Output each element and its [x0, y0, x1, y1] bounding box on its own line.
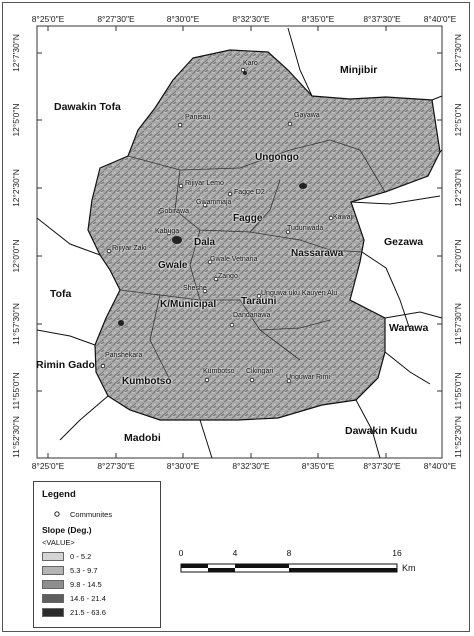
region-label-madobi: Madobi [124, 432, 161, 444]
top-tick-label: 8°40'0"E [423, 14, 457, 24]
lga-label-k-municipal: K/Municipal [160, 299, 217, 310]
scale-bar [180, 548, 420, 588]
left-tick-label: 12°7'30"N [11, 34, 21, 72]
legend-title: Legend [42, 489, 76, 500]
town-label-gwammaja: Gwammaja [196, 199, 232, 206]
town-label-kabuga: Kabuga [155, 228, 180, 235]
scale-unit: Km [402, 563, 416, 573]
town-label-fagge-d2: Fagge D2 [234, 189, 265, 196]
town-label-kawaji: Kawaji [333, 214, 354, 221]
legend-value-label: <VALUE> [42, 538, 75, 547]
town-label-gwale-vetnaria: Gwale Vetnaria [210, 256, 258, 263]
legend-class-label: 0 - 5.2 [70, 552, 92, 561]
right-tick-label: 11°55'0"N [453, 372, 463, 410]
legend-class-row [42, 552, 91, 561]
legend-class-label: 21.5 - 63.6 [70, 608, 106, 617]
town-label-rijiyar-lemo: Rijiyar Lemo [185, 180, 224, 187]
scale-label: 8 [286, 548, 292, 558]
lga-label-fagge: Fagge [233, 213, 263, 224]
bottom-tick-label: 8°32'30"E [232, 461, 270, 471]
town-label-unguwa-uku-kauyen-alu: Unguwa uku Kauyen Alu [261, 290, 338, 297]
lga-label-kumbotso: Kumbotso [122, 376, 172, 387]
left-tick-label: 11°57'30"N [11, 303, 21, 345]
town-label-cikingari: Cikingari [246, 368, 274, 375]
left-tick-label: 11°55'0"N [11, 372, 21, 410]
legend-swatch [42, 580, 64, 589]
town-label-panshekara: Panshekara [105, 352, 143, 359]
scale-label: 0 [178, 548, 184, 558]
community-point-icon [52, 509, 62, 519]
top-tick-label: 8°27'30"E [97, 14, 135, 24]
top-tick-label: 8°30'0"E [166, 14, 200, 24]
region-label-dawakin-kudu: Dawakin Kudu [345, 425, 418, 437]
left-tick-label: 12°5'0"N [11, 103, 21, 137]
region-label-gezawa: Gezawa [384, 236, 424, 248]
lga-label-dala: Dala [194, 237, 216, 248]
region-label-rimin-gado: Rimin Gado [36, 359, 95, 371]
region-label-minjibir: Minjibir [340, 64, 378, 76]
town-label-karo: Karo [243, 60, 258, 67]
legend-swatch [42, 552, 64, 561]
legend-class-row [42, 608, 106, 617]
region-label-dawakin-tofa: Dawakin Tofa [54, 101, 121, 113]
town-label-gayawa: Gayawa [294, 112, 320, 119]
legend-communities-row [52, 509, 112, 519]
bottom-tick-label: 8°40'0"E [423, 461, 457, 471]
bottom-tick-label: 8°30'0"E [166, 461, 200, 471]
right-tick-label: 12°7'30"N [453, 34, 463, 72]
legend-swatch [42, 594, 64, 603]
right-tick-label: 12°5'0"N [453, 103, 463, 137]
top-tick-label: 8°25'0"E [31, 14, 65, 24]
scale-label: 4 [232, 548, 238, 558]
town-label-tudunwada: Tudunwada [287, 225, 324, 232]
region-label-tofa: Tofa [50, 288, 72, 300]
bottom-tick-label: 8°25'0"E [31, 461, 65, 471]
scale-label: 16 [392, 548, 402, 558]
legend-class-row [42, 566, 98, 575]
lga-label-ungongo: Ungongo [255, 152, 299, 163]
lga-label-gwale: Gwale [158, 260, 188, 271]
bottom-tick-label: 8°37'30"E [363, 461, 401, 471]
town-label-gobirawa: Gobirawa [159, 208, 189, 215]
lga-label-tarauni: Tarauni [241, 296, 277, 307]
top-tick-label: 8°32'30"E [232, 14, 270, 24]
town-label-rijiyar-zaki: Rijiyar Zaki [112, 245, 147, 252]
legend-class-label: 14.6 - 21.4 [70, 594, 106, 603]
town-label-sheshe: Sheshe [183, 285, 207, 292]
legend-class-label: 9.8 - 14.5 [70, 580, 102, 589]
legend-class-row [42, 580, 102, 589]
top-tick-label: 8°37'30"E [363, 14, 401, 24]
legend-swatch [42, 608, 64, 617]
bottom-tick-label: 8°35'0"E [301, 461, 335, 471]
town-label-unguwar-rimi: Unguwar Rimi [286, 374, 330, 381]
bottom-tick-label: 8°27'30"E [97, 461, 135, 471]
lga-label-nassarawa: Nassarawa [291, 248, 344, 259]
scale-bar-graphic [180, 562, 400, 574]
right-tick-label: 12°2'30"N [453, 169, 463, 207]
left-tick-label: 12°2'30"N [11, 169, 21, 207]
legend-swatch [42, 566, 64, 575]
legend-class-row [42, 594, 106, 603]
legend-class-label: 5.3 - 9.7 [70, 566, 98, 575]
right-tick-label: 12°0'0"N [453, 239, 463, 273]
legend-communities-label: Communites [70, 509, 113, 519]
region-label-warawa: Warawa [389, 322, 429, 334]
right-tick-label: 11°52'30"N [453, 416, 463, 458]
top-tick-label: 8°35'0"E [301, 14, 335, 24]
left-tick-label: 12°0'0"N [11, 239, 21, 273]
town-label-kumbotso: Kumbotso [203, 368, 235, 375]
legend-slope-title: Slope (Deg.) [42, 525, 92, 535]
town-label-panisau: Panisau [185, 114, 211, 121]
map-legend [33, 481, 161, 628]
right-tick-label: 11°57'30"N [453, 303, 463, 345]
town-label-dandanawa: Dandanawa [233, 312, 271, 319]
left-tick-label: 11°52'30"N [11, 416, 21, 458]
town-label-zango: Zango [218, 273, 238, 280]
